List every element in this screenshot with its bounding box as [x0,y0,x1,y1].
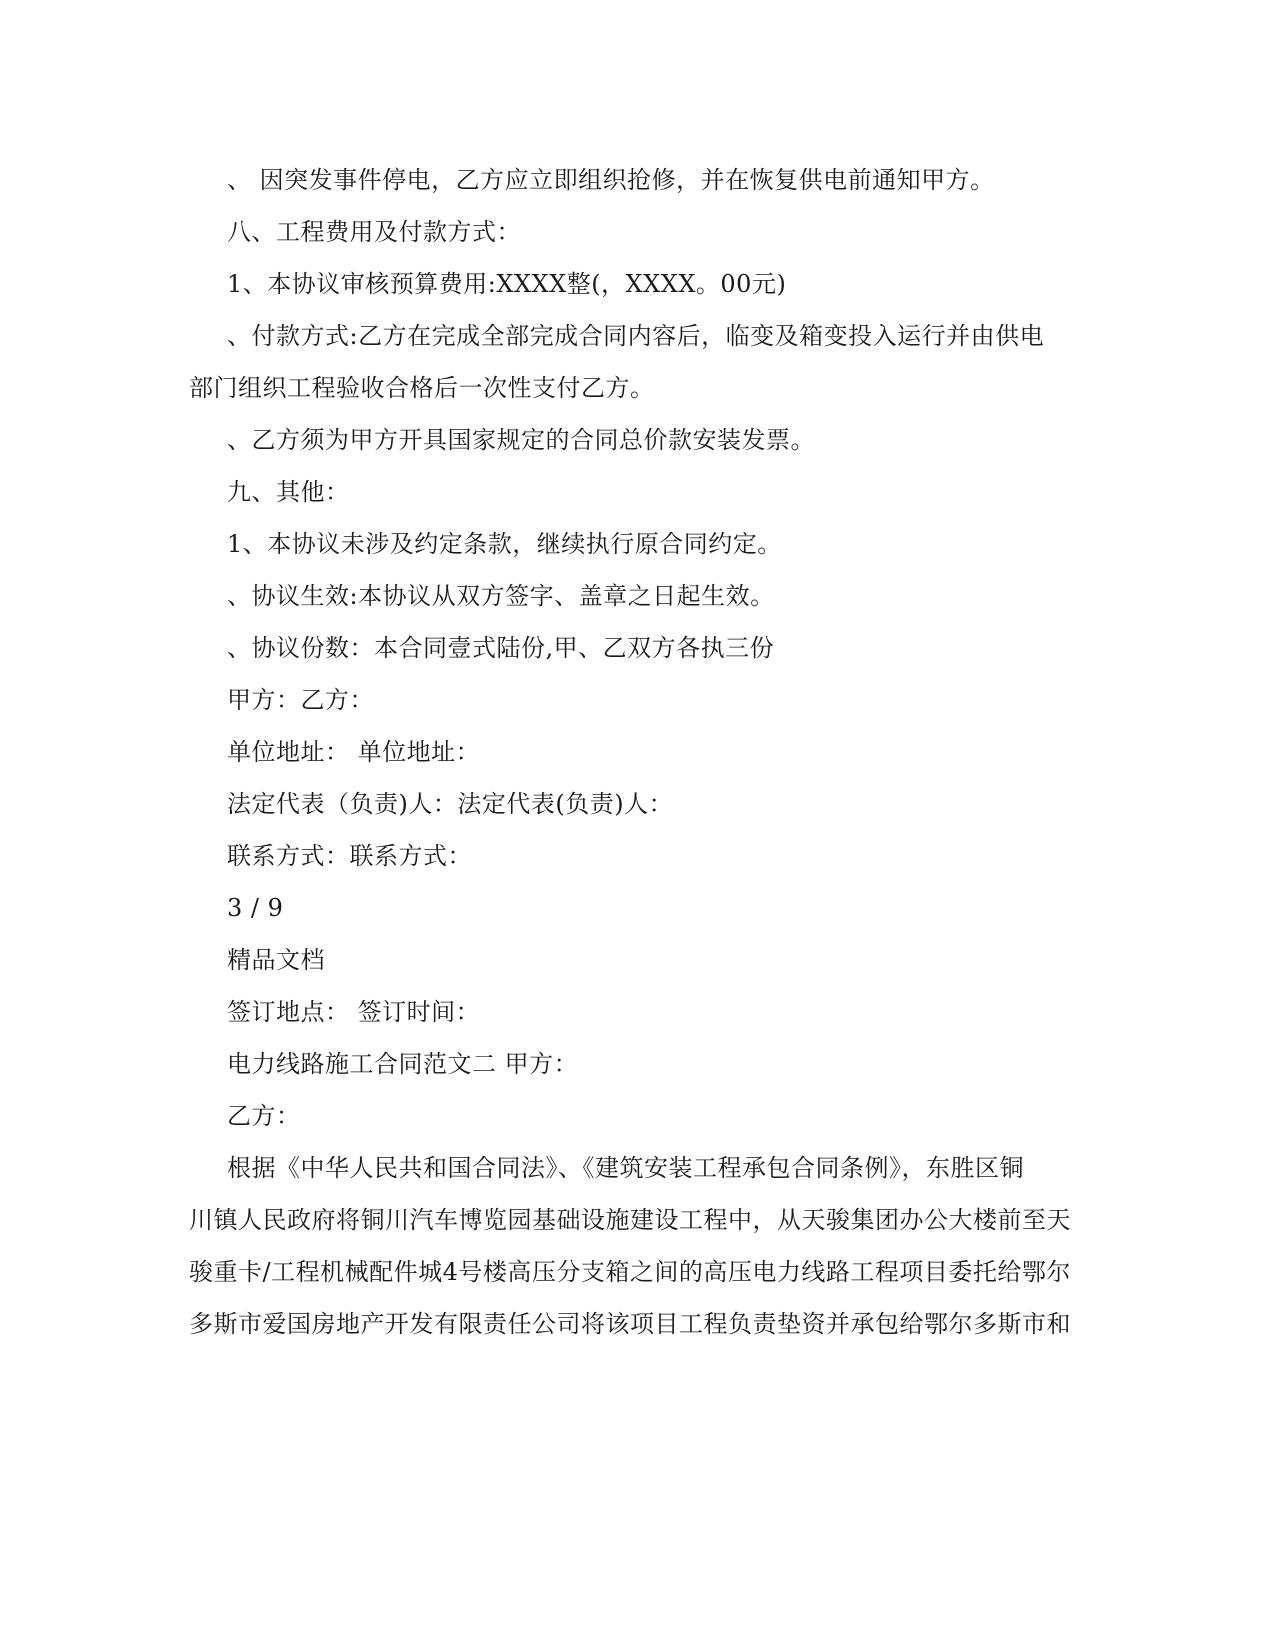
signing-place-time: 签订地点： 签订时间： [227,998,481,1026]
text-line-copies: 、协议份数：本合同壹式陆份,甲、乙双方各执三份 [227,634,775,662]
signature-legal-rep: 法定代表（负责)人：法定代表(负责)人： [227,790,674,818]
text-line-budget: 1、本协议审核预算费用:XXXX整(，XXXX。00元) [227,270,787,298]
page-number: 3 / 9 [227,894,284,922]
paragraph-line-3: 骏重卡/工程机械配件城4号楼高压分支箱之间的高压电力线路工程项目委托给鄂尔 [189,1258,1071,1286]
text-line-payment-method: 、付款方式:乙方在完成全部完成合同内容后，临变及箱变投入运行并由供电 [227,322,1045,350]
signature-address: 单位地址： 单位地址： [227,738,481,766]
text-line-outage-repair: 、 因突发事件停电，乙方应立即组织抢修，并在恢复供电前通知甲方。 [227,166,995,194]
signature-contact: 联系方式：联系方式： [227,842,472,870]
watermark-label: 精品文档 [227,946,325,974]
section-heading-fees: 八、工程费用及付款方式： [227,218,521,246]
text-line-invoice: 、乙方须为甲方开具国家规定的合同总价款安装发票。 [227,426,815,454]
signature-parties: 甲方：乙方： [227,686,374,714]
paragraph-line-1: 根据《中华人民共和国合同法》、《建筑安装工程承包合同条例》，东胜区铜 [227,1154,1024,1182]
section-heading-other: 九、其他： [227,478,350,506]
text-line-unmentioned-terms: 1、本协议未涉及约定条款，继续执行原合同约定。 [227,530,782,558]
contract-two-party-b: 乙方： [227,1102,301,1130]
paragraph-line-4: 多斯市爱国房地产开发有限责任公司将该项目工程负责垫资并承包给鄂尔多斯市和 [189,1310,1071,1338]
text-line-payment-method-cont: 部门组织工程验收合格后一次性支付乙方。 [189,374,655,402]
contract-two-title: 电力线路施工合同范文二 甲方： [227,1050,579,1078]
text-line-effectiveness: 、协议生效:本协议从双方签字、盖章之日起生效。 [227,582,775,610]
paragraph-line-2: 川镇人民政府将铜川汽车博览园基础设施建设工程中，从天骏集团办公大楼前至天 [189,1206,1071,1234]
